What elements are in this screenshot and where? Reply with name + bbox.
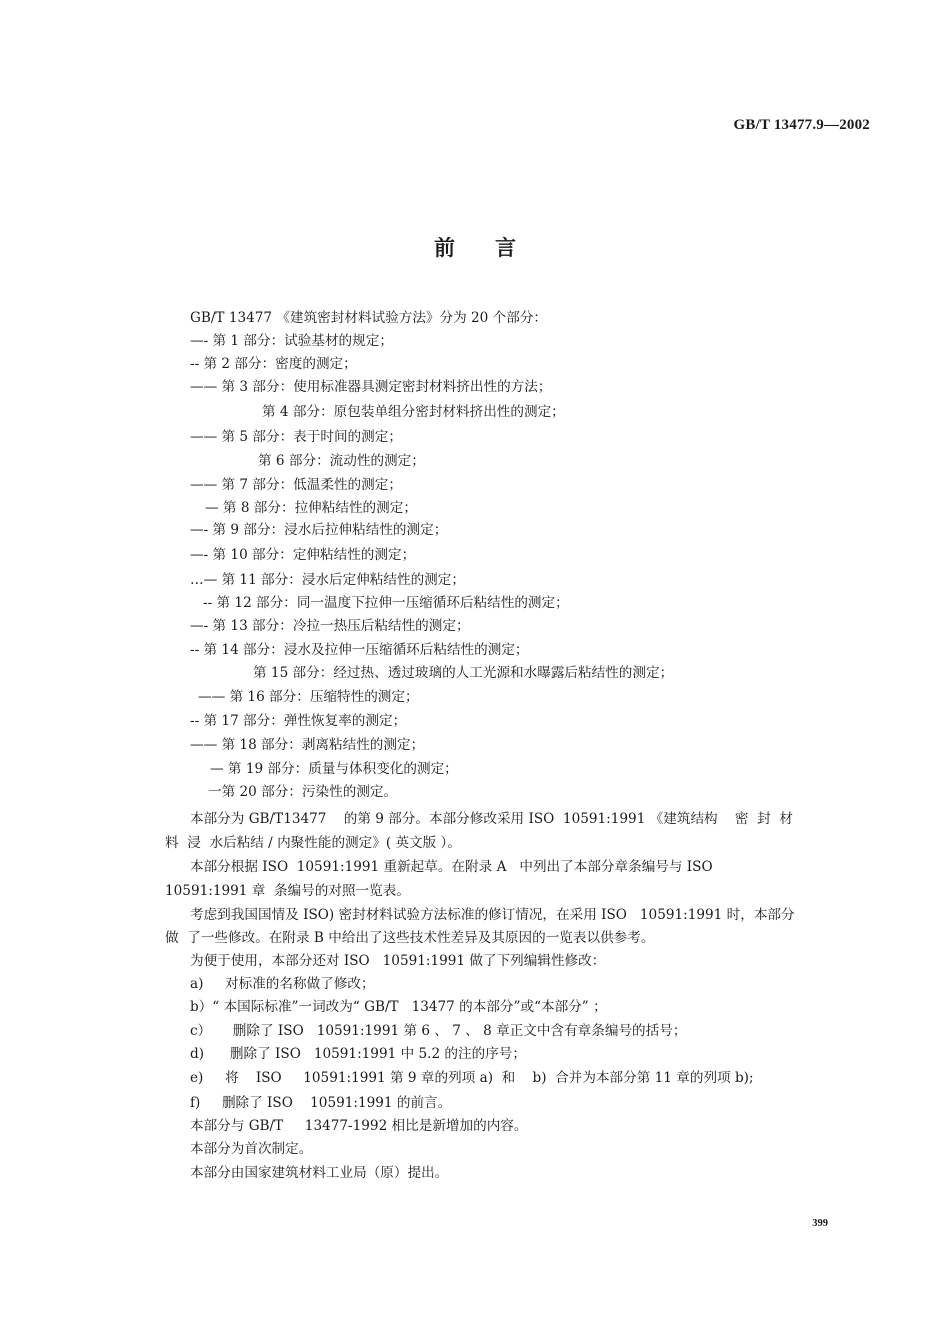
part-item: …— 第 11 部分：浸水后定伸粘结性的测定；	[190, 572, 465, 588]
part-item: — 第 8 部分：拉伸粘结性的测定；	[205, 500, 417, 516]
intro-line: GB/T 13477 《建筑密封材料试验方法》分为 20 个部分：	[190, 310, 548, 326]
body-line: 本部分与 GB/T 13477-1992 相比是新增加的内容。	[190, 1118, 528, 1134]
part-item: —- 第 9 部分：浸水后拉伸粘结性的测定；	[190, 522, 448, 538]
part-item: —- 第 13 部分：冷拉一热压后粘结性的测定；	[190, 618, 470, 634]
standard-number: GB/T 13477.9—2002	[733, 117, 870, 133]
part-item: —— 第 3 部分：使用标准器具测定密封材料挤出性的方法；	[190, 379, 552, 395]
body-line: 为便于使用，本部分还对 ISO 10591:1991 做了下列编辑性修改：	[190, 953, 606, 969]
part-item: -- 第 14 部分：浸水及拉伸一压缩循环后粘结性的测定；	[190, 642, 529, 658]
part-item: — 第 19 部分：质量与体积变化的测定；	[210, 761, 458, 777]
page-title: 前言	[434, 236, 556, 260]
body-line: 本部分为首次制定。	[190, 1141, 313, 1157]
part-item: —- 第 10 部分：定伸粘结性的测定；	[190, 547, 416, 563]
part-item: —— 第 5 部分：表于时间的测定；	[190, 429, 402, 445]
part-item: 第 6 部分：流动性的测定；	[258, 453, 425, 469]
part-item: —— 第 18 部分：剥离粘结性的测定；	[190, 737, 425, 753]
body-line: f) 删除了 ISO 10591:1991 的前言。	[190, 1095, 452, 1111]
part-item: -- 第 17 部分：弹性恢复率的测定；	[190, 713, 407, 729]
body-line: 做 了一些修改。在附录 B 中给出了这些技术性差异及其原因的一览表以供参考。	[165, 930, 655, 946]
body-line: e) 将 ISO 10591:1991 第 9 章的列项 a) 和 b) 合并为本部分第 11 章的列项 b);	[190, 1070, 754, 1086]
part-item: —— 第 16 部分：压缩特性的测定；	[198, 689, 419, 705]
body-line: 考虑到我国国情及 ISO) 密封材料试验方法标准的修订情况，在采用 ISO 10591:1991 时，本部分	[190, 907, 795, 923]
body-line: a) 对标准的名称做了修改；	[190, 976, 375, 992]
part-item: 第 15 部分：经过热、透过玻璃的人工光源和水曝露后粘结性的测定；	[253, 665, 674, 681]
part-item: —— 第 7 部分：低温柔性的测定；	[190, 477, 402, 493]
body-line: b）“ 本国际标准”一词改为“ GB/T 13477 的本部分”或“本部分” ；	[190, 999, 607, 1015]
body-line: 本部分根据 ISO 10591:1991 重新起草。在附录 A 中列出了本部分章条编号与 ISO	[190, 859, 713, 875]
part-item: 一第 20 部分：污染性的测定。	[208, 784, 398, 800]
body-line: 本部分为 GB/T13477 的第 9 部分。本部分修改采用 ISO 10591:1991 《建筑结构 密 封 材	[190, 811, 793, 827]
body-line: 本部分由国家建筑材料工业局（原）提出。	[190, 1165, 449, 1181]
body-line: 料 浸 水后粘结 / 内聚性能的测定》( 英文版 ）。	[165, 835, 461, 851]
body-line: 10591:1991 章 条编号的对照一览表。	[165, 883, 410, 899]
part-item: -- 第 2 部分：密度的测定；	[190, 356, 357, 372]
part-item: —- 第 1 部分：试验基材的规定；	[190, 333, 393, 349]
part-item: 第 4 部分：原包装单组分密封材料挤出性的测定；	[262, 404, 565, 420]
body-line: c） 删除了 ISO 10591:1991 第 6 、 7 、 8 章正文中含有章条编号的括号；	[190, 1023, 687, 1039]
body-line: d) 删除了 ISO 10591:1991 中 5.2 的注的序号；	[190, 1046, 526, 1062]
page-number: 399	[812, 1218, 828, 1229]
part-item: -- 第 12 部分：同一温度下拉伸一压缩循环后粘结性的测定；	[203, 595, 569, 611]
